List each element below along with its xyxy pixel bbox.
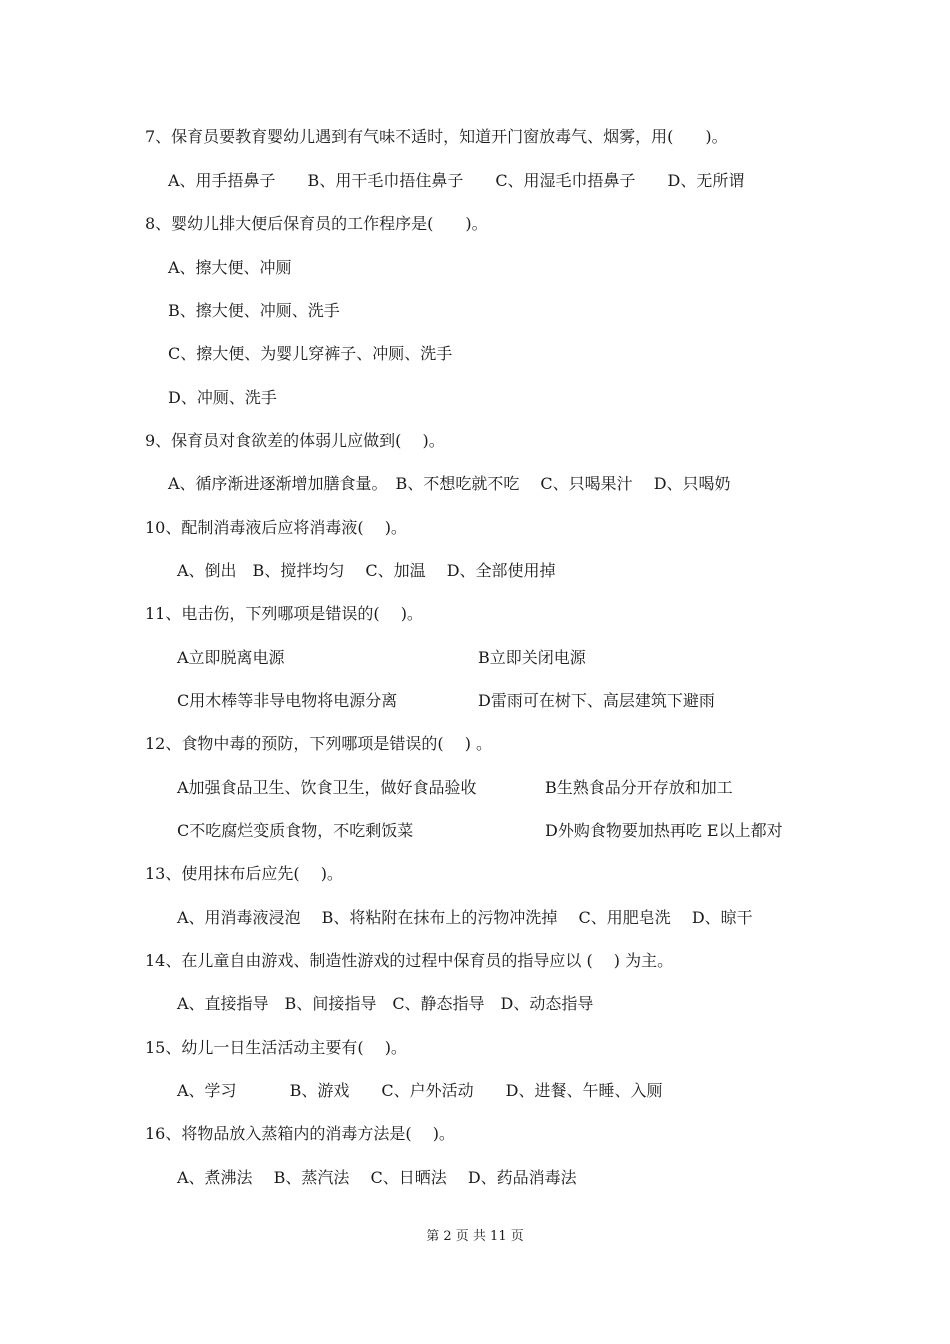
question-15: 15、幼儿一日生活活动主要有( )。: [145, 1038, 407, 1057]
question-12-option-b: B生熟食品分开存放和加工: [545, 778, 733, 797]
page-footer: 第 2 页 共 11 页: [426, 1229, 524, 1244]
question-14: 14、在儿童自由游戏、制造性游戏的过程中保育员的指导应以 ( ) 为主。: [145, 951, 674, 970]
question-12-option-a: A加强食品卫生、饮食卫生，做好食品验收: [177, 778, 477, 797]
question-16: 16、将物品放入蒸箱内的消毒方法是( )。: [145, 1124, 455, 1143]
question-11-option-a: A立即脱离电源: [177, 648, 285, 667]
question-13: 13、使用抹布后应先( )。: [145, 864, 343, 883]
question-13-options: A、用消毒液浸泡 B、将粘附在抹布上的污物冲洗掉 C、用肥皂洗 D、晾干: [177, 908, 753, 927]
question-12: 12、食物中毒的预防，下列哪项是错误的( ) 。: [145, 734, 493, 753]
question-8-option-a: A、擦大便、冲厕: [168, 258, 292, 277]
question-11: 11、电击伤，下列哪项是错误的( )。: [145, 604, 423, 623]
question-14-options: A、直接指导 B、间接指导 C、静态指导 D、动态指导: [177, 994, 594, 1013]
question-11-option-c: C用木棒等非导电物将电源分离: [177, 691, 398, 710]
question-11-option-b: B立即关闭电源: [478, 648, 586, 667]
question-7: 7、保育员要教育婴幼儿遇到有气味不适时，知道开门窗放毒气、烟雾，用( )。: [145, 127, 728, 146]
question-10: 10、配制消毒液后应将消毒液( )。: [145, 518, 407, 537]
question-8-option-d: D、冲厕、洗手: [168, 388, 277, 407]
question-10-options: A、倒出 B、搅拌均匀 C、加温 D、全部使用掉: [177, 561, 556, 580]
question-8-option-c: C、擦大便、为婴儿穿裤子、冲厕、洗手: [168, 344, 453, 363]
question-16-options: A、煮沸法 B、蒸汽法 C、日晒法 D、药品消毒法: [177, 1168, 577, 1187]
question-9-options: A、循序渐进逐渐增加膳食量。 B、不想吃就不吃 C、只喝果汁 D、只喝奶: [168, 474, 731, 493]
question-8-option-b: B、擦大便、冲厕、洗手: [168, 301, 340, 320]
question-7-options: A、用手捂鼻子 B、用干毛巾捂住鼻子 C、用湿毛巾捂鼻子 D、无所谓: [168, 171, 745, 190]
question-8: 8、婴幼儿排大便后保育员的工作程序是( )。: [145, 214, 488, 233]
question-12-option-c: C不吃腐烂变质食物，不吃剩饭菜: [177, 821, 414, 840]
question-9: 9、保育员对食欲差的体弱儿应做到( )。: [145, 431, 445, 450]
question-11-option-d: D雷雨可在树下、高层建筑下避雨: [478, 691, 715, 710]
question-12-option-d: D外购食物要加热再吃 E以上都对: [545, 821, 783, 840]
question-15-options: A、学习 B、游戏 C、户外活动 D、进餐、午睡、入厕: [177, 1081, 663, 1100]
